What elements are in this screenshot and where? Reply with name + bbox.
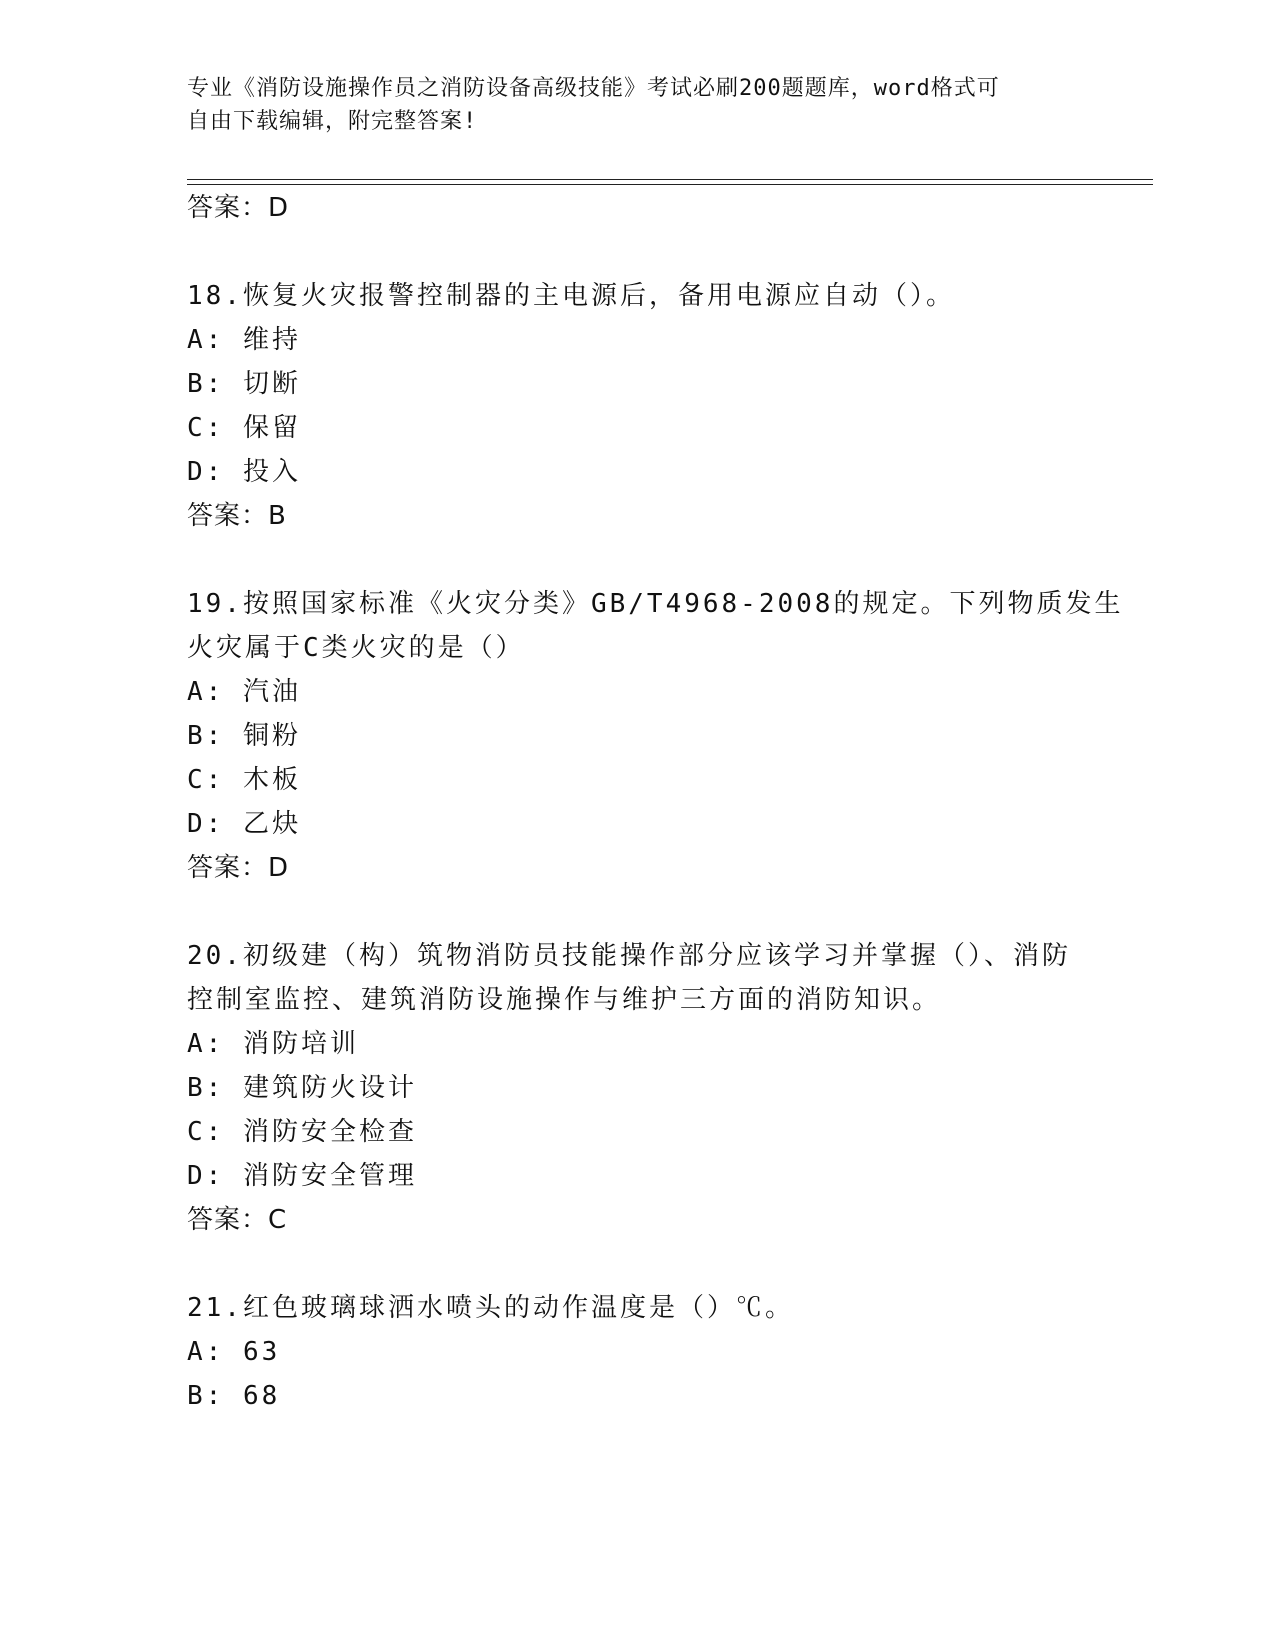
- header-line-1: 专业《消防设施操作员之消防设备高级技能》考试必刷200题题库，word格式可: [187, 76, 1000, 101]
- question-20-option-c: C: 消防安全检查: [187, 1117, 417, 1147]
- question-18-option-c: C: 保留: [187, 413, 301, 443]
- question-20-option-b: B: 建筑防火设计: [187, 1073, 417, 1103]
- question-20-option-a: A: 消防培训: [187, 1029, 359, 1059]
- question-20-text-line-1: 20.初级建（构）筑物消防员技能操作部分应该学习并掌握（）、消防: [187, 941, 1071, 971]
- question-18-text: 18.恢复火灾报警控制器的主电源后，备用电源应自动（）。: [187, 281, 955, 311]
- answer-18: 答案：B: [187, 501, 287, 531]
- document-header: [187, 72, 1067, 138]
- question-20-option-d: D: 消防安全管理: [187, 1161, 417, 1191]
- question-21-text: 21.红色玻璃球洒水喷头的动作温度是（）℃。: [187, 1293, 794, 1323]
- header-divider-bottom: [187, 184, 1153, 185]
- question-20-text-line-2: 控制室监控、建筑消防设施操作与维护三方面的消防知识。: [187, 985, 942, 1015]
- question-21-option-b: B: 68: [187, 1381, 281, 1411]
- answer-20: 答案：C: [187, 1205, 288, 1235]
- question-18-option-d: D: 投入: [187, 457, 301, 487]
- question-19-text-line-2: 火灾属于C类火灾的是（）: [187, 633, 525, 663]
- answer-17: 答案：D: [187, 193, 290, 223]
- question-19-option-a: A: 汽油: [187, 677, 301, 707]
- question-21-option-a: A: 63: [187, 1337, 281, 1367]
- question-18-option-a: A: 维持: [187, 325, 301, 355]
- question-19-option-c: C: 木板: [187, 765, 301, 795]
- question-19-option-b: B: 铜粉: [187, 721, 301, 751]
- header-divider-top: [187, 179, 1153, 180]
- answer-19: 答案：D: [187, 853, 290, 883]
- question-19-option-d: D: 乙炔: [187, 809, 301, 839]
- question-18-option-b: B: 切断: [187, 369, 301, 399]
- question-19-text-line-1: 19.按照国家标准《火灾分类》GB/T4968-2008的规定。下列物质发生: [187, 589, 1124, 619]
- header-line-2: 自由下载编辑，附完整答案!: [187, 109, 478, 134]
